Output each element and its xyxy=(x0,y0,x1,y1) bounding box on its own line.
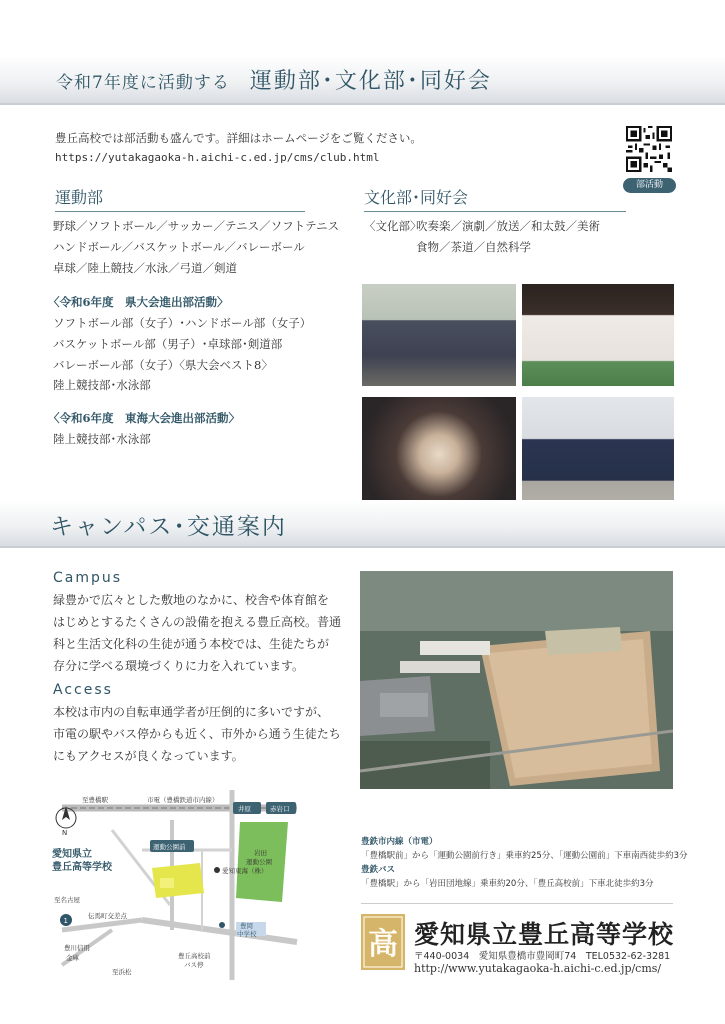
map-tram-line: 市電（豊橋鉄道市内線） xyxy=(147,796,219,804)
map-bank-label-1: 豊川信用 xyxy=(64,944,90,952)
map-route-number: 1 xyxy=(63,917,68,925)
map-to-toyohashi: 至豊橋駅 xyxy=(82,796,108,804)
map-park-label-1: 岩田 xyxy=(254,849,267,857)
tokai-heading: 〈令和6年度 東海大会進出部活動〉 xyxy=(48,411,240,425)
sports-line-2: ハンドボール／バスケットボール／バレーボール xyxy=(53,240,305,254)
prefectural-line-4: 陸上競技部･水泳部 xyxy=(53,378,151,392)
bus-heading: 豊鉄バス xyxy=(361,865,396,875)
map-school-label-2: 豊丘高等学校 xyxy=(52,862,112,873)
map-school-label-1: 愛知県立 xyxy=(52,849,92,860)
clubs-title-prefix: 令和7年度に活動する xyxy=(56,73,230,93)
map-bus-stop-label-1: 豊丘高校前 xyxy=(178,952,211,960)
map-park-label-2: 運動公園 xyxy=(246,858,272,866)
prefectural-line-3: バレーボール部（女子）〈県大会ベスト8〉 xyxy=(53,358,273,372)
school-logo-icon xyxy=(361,914,405,970)
culture-line-2: 食物／茶道／自然科学 xyxy=(416,240,531,254)
campus-heading: Campus xyxy=(53,570,123,586)
tokai-line-1: 陸上競技部･水泳部 xyxy=(53,432,151,446)
map-to-hamamatsu: 至浜松 xyxy=(112,968,132,976)
map-station-ihara: 井原 xyxy=(238,805,251,813)
club-url-link[interactable]: https://yutakagaoka-h.aichi-c.ed.jp/cms/club.html xyxy=(55,151,380,164)
campus-aerial-photo xyxy=(360,571,673,789)
map-shop-label: 愛知東海（株） xyxy=(222,867,268,875)
school-divider xyxy=(361,903,673,904)
map-intersection: 伝馬町交差点 xyxy=(88,912,127,920)
school-url-link[interactable]: http://www.yutakagaoka-h.aichi-c.ed.jp/cms/ xyxy=(414,962,662,975)
access-line-1: 本校は市内の自転車通学者が圧倒的に多いですが、 xyxy=(53,705,330,719)
school-address: 〒440-0034 愛知県豊橋市豊岡町74 TEL0532-62-3281 xyxy=(414,951,671,962)
campus-line-4: 存分に学べる環境づくりに力を入れています。 xyxy=(53,659,305,673)
map-stop-undokoen: 運動公園前 xyxy=(153,843,186,851)
bus-directions: 「豊橋駅」から「岩田団地線」乗車約20分、「豊丘高校前」下車北徒歩約3分 xyxy=(361,879,654,889)
tram-heading: 豊鉄市内線（市電） xyxy=(361,837,438,847)
team-photo-softball xyxy=(362,284,516,386)
team-photo-volleyball xyxy=(522,284,674,386)
campus-line-1: 緑豊かで広々とした敷地のなかに、校舎や体育館を xyxy=(53,593,330,607)
access-line-2: 市電の駅やバス停からも近く、市外から通う生徒たち xyxy=(53,727,341,741)
prefectural-heading: 〈令和6年度 県大会進出部活動〉 xyxy=(48,295,229,309)
culture-label: 〈文化部〉 xyxy=(364,219,422,233)
prefectural-line-2: バスケットボール部（男子）･卓球部･剣道部 xyxy=(53,337,283,351)
sports-clubs-heading: 運動部 xyxy=(55,185,305,212)
access-line-3: にもアクセスが良くなっています。 xyxy=(53,749,244,763)
map-jhs-label-1: 豊岡 xyxy=(240,922,253,930)
map-bank-label-2: 金庫 xyxy=(66,954,79,962)
campus-line-2: はじめとするたくさんの設備を抱える豊丘高校。普通 xyxy=(53,615,342,629)
campus-section-title: キャンパス･交通案内 xyxy=(50,514,287,540)
clubs-section-title xyxy=(56,64,492,95)
campus-line-3: 科と生活文化科の生徒が通う本校では、生徒たちが xyxy=(53,637,330,651)
access-map xyxy=(52,790,302,980)
map-jhs-label-2: 中学校 xyxy=(237,930,257,938)
access-heading: Access xyxy=(53,682,113,698)
culture-clubs-heading: 文化部･同好会 xyxy=(364,185,626,212)
sports-line-3: 卓球／陸上競技／水泳／弓道／剣道 xyxy=(53,261,237,275)
intro-text: 豊丘高校では部活動も盛んです。詳細はホームページをご覧ください。 xyxy=(55,131,422,145)
prefectural-line-1: ソフトボール部（女子）･ハンドボール部（女子） xyxy=(53,316,312,330)
school-logo-char: 高 xyxy=(368,927,398,962)
clubs-title-main: 運動部･文化部･同好会 xyxy=(249,69,492,94)
qr-code-icon[interactable] xyxy=(626,126,672,172)
sports-line-1: 野球／ソフトボール／サッカー／テニス／ソフトテニス xyxy=(53,219,340,233)
map-station-akaiwaguchi: 赤岩口 xyxy=(270,805,290,813)
campus-description xyxy=(53,589,353,677)
map-bus-stop-label-2: バス停 xyxy=(184,961,204,969)
access-description xyxy=(53,701,353,767)
qr-club-badge: 部活動 xyxy=(623,178,676,193)
map-compass-north: N xyxy=(62,829,68,837)
team-photo-swimming xyxy=(362,397,516,501)
school-name: 愛知県立豊丘高等学校 xyxy=(414,920,675,949)
culture-line-1: 吹奏楽／演劇／放送／和太鼓／美術 xyxy=(416,219,600,233)
tram-directions: 「豊橋駅前」から「運動公園前行き」乗車約25分、「運動公園前」下車南西徒歩約3分 xyxy=(361,851,688,861)
team-photo-athletes xyxy=(522,397,674,501)
map-to-nagoya: 至名古屋 xyxy=(54,896,80,904)
